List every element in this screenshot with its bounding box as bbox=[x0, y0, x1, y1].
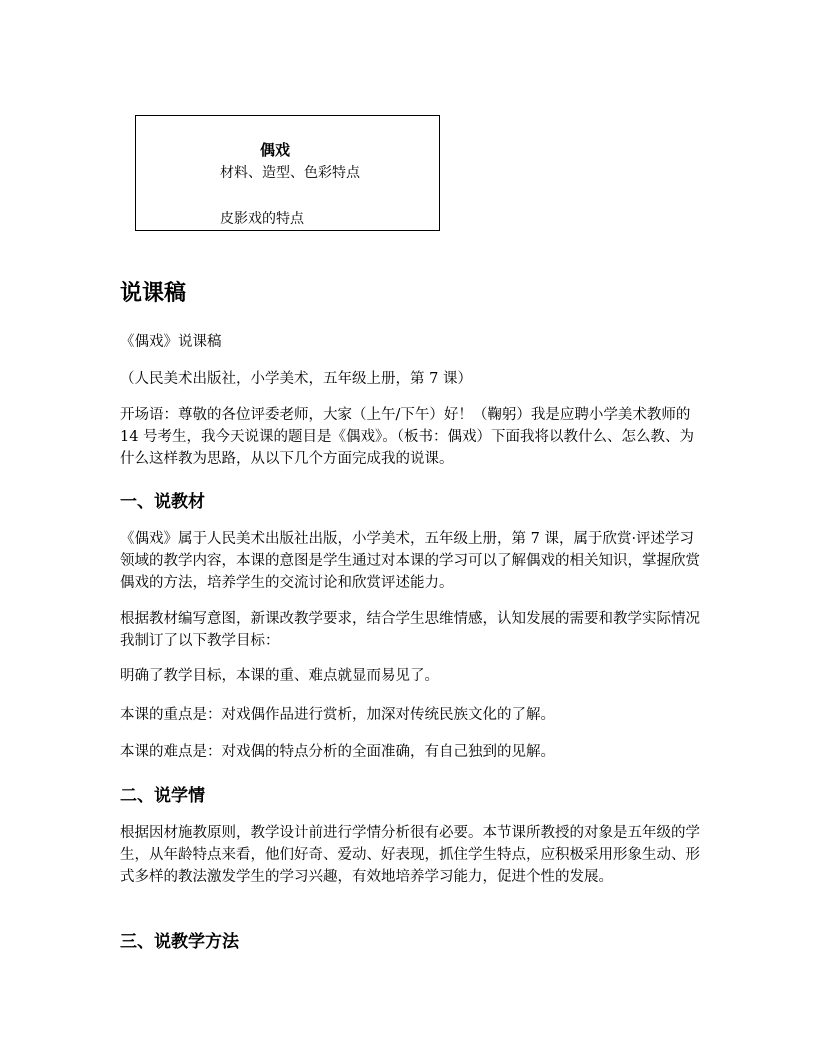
blackboard-design-box bbox=[135, 115, 440, 231]
lesson-source: （人民美术出版社，小学美术，五年级上册，第 7 课） bbox=[120, 371, 472, 387]
section-heading-students: 二、说学情 bbox=[120, 786, 205, 806]
board-line-shadow-play: 皮影戏的特点 bbox=[220, 211, 304, 227]
board-line-features: 材料、造型、色彩特点 bbox=[220, 165, 360, 181]
board-title: 偶戏 bbox=[260, 141, 291, 159]
key-point-paragraph: 本课的重点是：对戏偶作品进行赏析，加深对传统民族文化的了解。 bbox=[120, 707, 555, 723]
section-heading-textbook: 一、说教材 bbox=[120, 492, 205, 512]
objectives-paragraph: 根据教材编写意图，新课改教学要求，结合学生思维情感，认知发展的需要和教学实际情况我制订了以下教学目标： bbox=[120, 611, 700, 649]
document-title: 说课稿 bbox=[120, 281, 187, 306]
lesson-subtitle: 《偶戏》说课稿 bbox=[120, 334, 222, 350]
textbook-paragraph: 《偶戏》属于人民美术出版社出版，小学美术，五年级上册，第 7 课，属于欣赏·评述学习领域的教学内容，本课的意图是学生通过对本课的学习可以了解偶戏的相关知识，掌握欣赏偶戏的方法，培养学生的交流讨论和欣赏评述能力。 bbox=[120, 531, 700, 591]
students-paragraph: 根据因材施教原则，教学设计前进行学情分析很有必要。本节课所教授的对象是五年级的学生，从年龄特点来看，他们好奇、爱动、好表现，抓住学生特点，应积极采用形象生动、形式多样的教法激发学生的学习兴趣，有效地培养学习能力，促进个性的发展。 bbox=[120, 825, 700, 885]
section-heading-methods: 三、说教学方法 bbox=[120, 932, 239, 952]
opening-paragraph: 开场语：尊敬的各位评委老师，大家（上午/下午）好！（鞠躬）我是应聘小学美术教师的 14 号考生，我今天说课的题目是《偶戏》。（板书：偶戏）下面我将以教什么、怎么教、为什么这样教为思路，从以下几个方面完成我的说课。 bbox=[120, 407, 695, 467]
difficult-point-paragraph: 本课的难点是：对戏偶的特点分析的全面准确，有自己独到的见解。 bbox=[120, 744, 555, 760]
key-points-intro: 明确了教学目标，本课的重、难点就显而易见了。 bbox=[120, 668, 439, 684]
